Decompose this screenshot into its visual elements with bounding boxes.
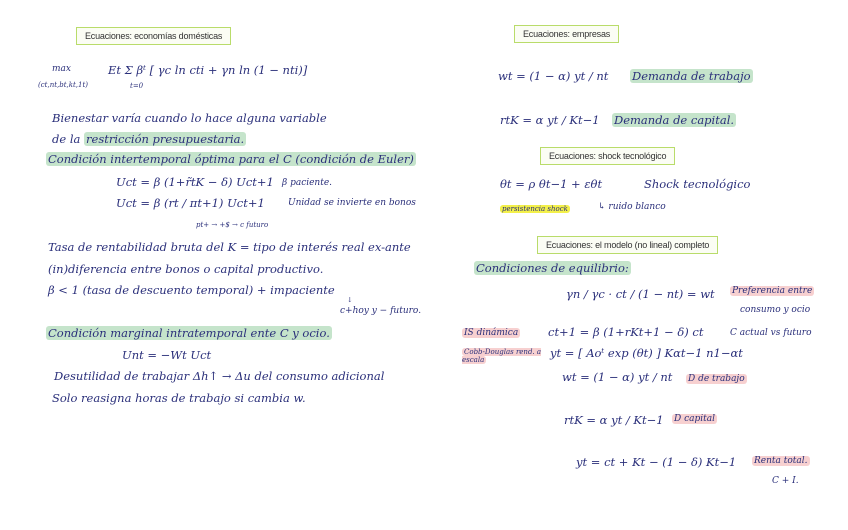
max-subscript: (ct,nt,bt,kt,1t)	[38, 81, 89, 89]
note-line: Bienestar varía cuando lo hace alguna variable	[52, 111, 327, 125]
preference-note: Preferencia entre	[732, 286, 813, 296]
cobb-douglas-label: Cobb-Douglas rend. a escala	[462, 348, 542, 365]
total-income-note: Renta total.	[754, 456, 808, 466]
resource-constraint-equation: yt = ct + Kt − (1 − δ) Kt−1	[576, 455, 737, 469]
note-line: c+hoy y − futuro.	[340, 306, 422, 316]
objective-function: Et Σ βᵗ [ γc ln cti + γn ln (1 − nti)]	[108, 63, 308, 77]
total-income-note: C + I.	[772, 476, 799, 486]
note-line: Desutilidad de trabajar Δh↑ → Δu del consumo adicional	[54, 369, 385, 383]
note-line: Tasa de rentabilidad bruta del K = tipo de interés real ex-ante	[48, 240, 411, 254]
capital-demand-equation: rtK = α yt / Kt−1	[500, 113, 600, 127]
arrow-down: ↓	[347, 296, 353, 304]
labor-demand-equation: wt = (1 − α) yt / nt	[498, 69, 609, 83]
euler-heading: Condición intertemporal óptima para el C (condición de Euler)	[48, 152, 414, 166]
capital-demand-label: Demanda de capital.	[614, 113, 735, 127]
intratemporal-equation: Unt = −Wt Uct	[122, 348, 212, 362]
shock-label: Shock tecnológico	[644, 177, 751, 191]
labor-demand-note: D de trabajo	[688, 374, 745, 384]
intratemporal-heading: Condición marginal intratemporal ente C y ocio.	[48, 326, 330, 340]
bond-equation: Uct = β (rt / πt+1) Uct+1	[116, 196, 265, 210]
capital-demand-equation-2: rtK = α yt / Kt−1	[564, 413, 664, 427]
is-label: IS dinámica	[464, 328, 519, 338]
max-label: max	[52, 64, 71, 74]
note-line: (in)diferencia entre bonos o capital productivo.	[48, 262, 324, 276]
preference-equation: γn / γc · ct / (1 − nt) = wt	[566, 287, 715, 301]
note-line: β < 1 (tasa de descuento temporal) + impaciente	[48, 283, 335, 297]
is-note: C actual vs futuro	[730, 328, 812, 338]
euler-equation: Uct = β (1+r̃tK − δ) Uct+1	[116, 175, 274, 189]
firms-heading: Ecuaciones: empresas	[514, 25, 619, 43]
preference-note: consumo y ocio	[740, 305, 811, 315]
model-heading: Ecuaciones: el modelo (no lineal) completo	[537, 236, 718, 254]
white-noise-note: ↳ ruido blanco	[598, 202, 666, 212]
households-heading: Ecuaciones: economías domésticas	[76, 27, 231, 45]
bond-subnote: pt+ → +$ → c futuro	[196, 221, 269, 229]
capital-demand-note: D capital	[674, 414, 715, 424]
budget-constraint-highlight: restricción presupuestaria.	[86, 132, 245, 146]
labor-demand-label: Demanda de trabajo	[632, 69, 751, 83]
persistence-note: persistencia shock	[502, 205, 568, 213]
euler-note: β paciente.	[282, 178, 333, 188]
bond-note: Unidad se invierte en bonos	[288, 198, 416, 208]
equilibrium-heading: Condiciones de equilibrio:	[476, 261, 629, 275]
shock-equation: θt = ρ θt−1 + εθt	[500, 177, 603, 191]
sum-subscript: t=0	[130, 82, 144, 90]
is-equation: ct+1 = β (1+rKt+1 − δ) ct	[548, 325, 704, 339]
note-line: de la restricción presupuestaria.	[52, 132, 245, 146]
production-equation: yt = [ Aoᵗ exp (θt) ] Kαt−1 n1−αt	[550, 346, 743, 360]
note-line: Solo reasigna horas de trabajo si cambia w.	[52, 391, 306, 405]
labor-demand-equation-2: wt = (1 − α) yt / nt	[562, 370, 673, 384]
shock-heading: Ecuaciones: shock tecnológico	[540, 147, 675, 165]
